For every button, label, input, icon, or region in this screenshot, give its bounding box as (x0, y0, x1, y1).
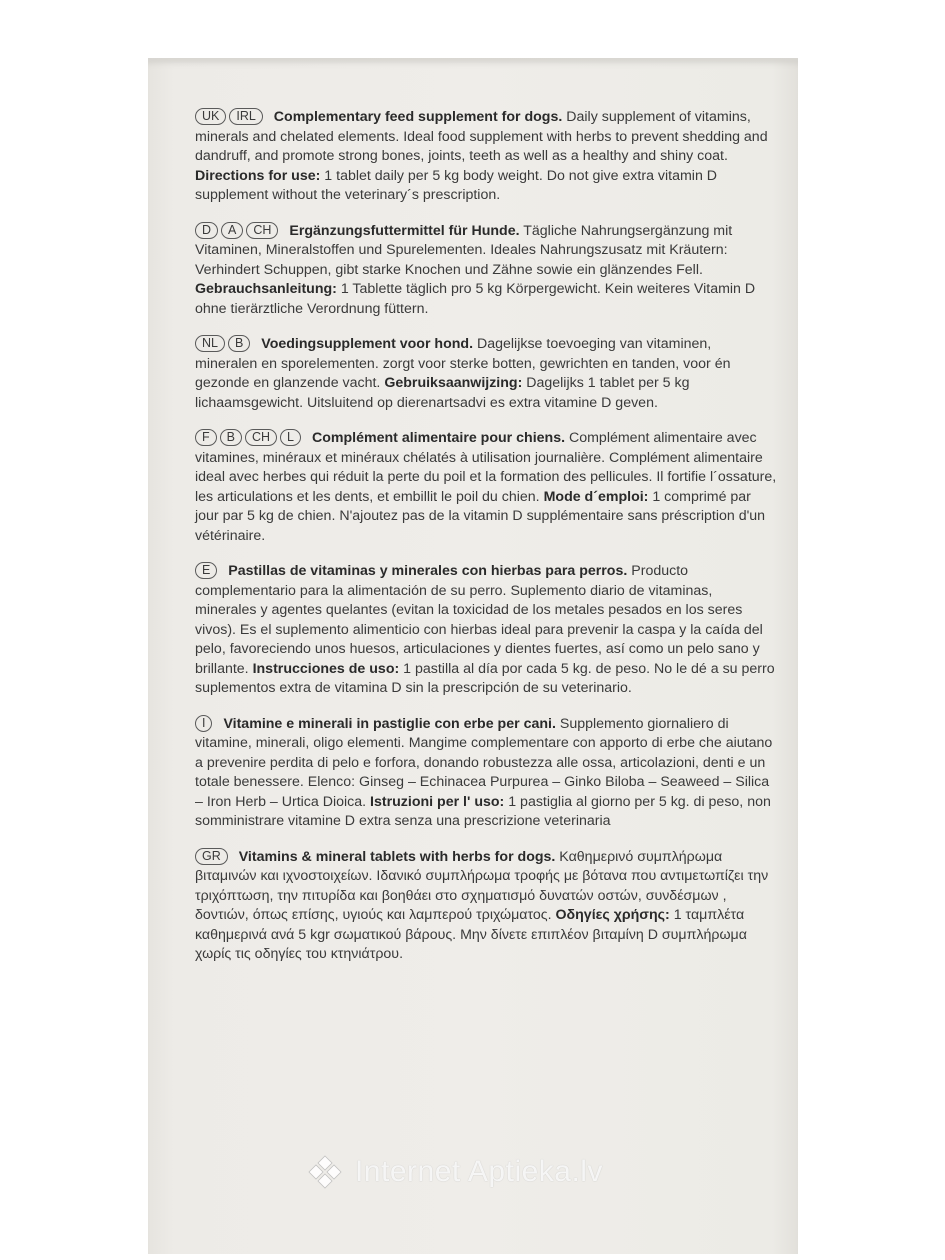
directions-text: 1 tablet daily per 5 kg body weight. Do not give extra vitamin D supplement without the veterinary´s prescription. (195, 167, 718, 203)
watermark-text: Internet Aptieka.lv (355, 1155, 603, 1188)
country-code-badge: I (195, 715, 212, 732)
country-code-badge: L (280, 429, 301, 446)
country-code-badge: UK (195, 108, 226, 125)
directions-label: Directions for use: (195, 167, 321, 184)
directions-text: 1 ταμπλέτα καθημερινά ανά 5 kgr σωματικού βάρους. Μην δίνετε επιπλέον βιταμίνη D συμπλήρωμα χωρίς τις οδηγίες του κτηνιάτρου. (195, 907, 747, 962)
directions-text: 1 Tablette täglich pro 5 kg Körpergewicht. Kein weiteres Vitamin D ohne tierärztliche Verordnung füttern. (195, 281, 756, 317)
country-code-badge: A (221, 222, 243, 239)
directions-label: Mode d´emploi: (543, 488, 649, 505)
directions-label: Instrucciones de uso: (252, 660, 400, 677)
section-title: Vitamine e minerali in pastiglie con erbe per cani. (223, 715, 556, 732)
country-codes (195, 849, 235, 865)
directions-text: 1 pastilla al día por cada 5 kg. de peso. No le dé a su perro suplementos extra de vitamina D sin la prescripción de su veterinario. (195, 660, 775, 696)
section-spanish (195, 562, 777, 699)
section-title: Ergänzungsfuttermittel für Hunde. (289, 222, 520, 239)
section-italian (195, 715, 777, 832)
section-body: Tägliche Nahrungsergänzung mit Vitaminen, Mineralstoffen und Spurelementen. Ideales Nahrungszusatz mit Kräutern: Verhindert Schuppen, gibt starke Knochen und Zähne sowie ein glänzendes Fell. (195, 222, 733, 278)
country-code-badge: CH (246, 222, 278, 239)
section-title: Pastillas de vitaminas y minerales con hierbas para perros. (228, 563, 628, 579)
section-title: Complément alimentaire pour chiens. (311, 430, 566, 446)
directions-label: Gebruiksaanwijzing: (384, 375, 523, 391)
directions-label: Οδηγίες χρήσης: (555, 907, 670, 923)
section-body: Καθημερινό συμπλήρωμα βιταμινών και ιχνοστοιχείων. Ιδανικό συμπλήρωμα τροφής με βότανα που αντιμετωπίζει την τριχόπτωση, την πιτυρίδα και βοηθάει στο σχηματισμό δυνατών οστών, συνδέσμων , δοντιών, όπως επίσης, υγιούς και λαμπερού τριχώματος. (195, 848, 769, 923)
section-body: Dagelijkse toevoeging van vitaminen, mineralen en sporelementen. zorgt voor sterke botten, gewrichten en tanden, voor én gezonde en glanzende vacht. (195, 336, 731, 391)
country-code-badge: F (195, 429, 217, 446)
section-title: Voedingsupplement voor hond. (261, 336, 474, 352)
section-body: Supplemento giornaliero di vitamine, minerali, oligo elementi. Mangime complementare con apporto di erbe che aiutano a prevenire perdita di pelo e forfora, donando robustezza alle ossa, articolazioni, denti e un totale benessere. Elenco: Ginseg – Echinacea Purpurea – Ginko Biloba – Seaweed – Silica – Iron Herb – Urtica Dioica. (195, 715, 773, 810)
country-codes (195, 716, 219, 732)
country-code-badge: CH (245, 429, 277, 446)
label-text-block (195, 108, 777, 981)
section-title: Complementary feed supplement for dogs. (273, 109, 563, 125)
section-french (195, 429, 777, 546)
country-code-badge: GR (195, 848, 228, 865)
directions-label: Gebrauchsanleitung: (195, 281, 337, 297)
section-greek (195, 848, 777, 965)
country-code-badge: B (220, 429, 242, 446)
country-code-badge: B (228, 335, 250, 352)
section-german (195, 222, 777, 320)
directions-text: 1 pastiglia al giorno per 5 kg. di peso, non somministrare vitamine D extra senza una prescrizione veterinaria (195, 793, 771, 829)
country-code-badge: D (195, 222, 218, 239)
directions-label: Istruzioni per l' uso: (370, 793, 505, 810)
section-body: Producto complementario para la alimentación de su perro. Suplemento diario de vitaminas, minerales y agentes quelantes (evitan la toxicidad de los metales pesados en los seres vivos). Es el suplemento alimenticio con hierbas ideal para prevenir la caspa y la caída del pelo, favoreciendo unos huesos, articulaciones y dientes fuertes, así como un pelo sano y brillante. (195, 563, 763, 677)
country-codes (195, 430, 308, 446)
section-english (195, 108, 777, 206)
country-codes (195, 336, 257, 352)
pharmacy-logo-icon (305, 1152, 345, 1192)
section-title: Vitamins & mineral tablets with herbs for dogs. (238, 848, 556, 865)
section-body: Daily supplement of vitamins, minerals and chelated elements. Ideal food supplement with herbs to prevent shedding and dandruff, and promote strong bones, joints, teeth as well as a healthy and shiny coat. (195, 109, 768, 164)
directions-text: Dagelijks 1 tablet per 5 kg lichaamsgewicht. Uitsluitend op dierenartsadvi es extra vitamine D geven. (195, 375, 690, 411)
country-code-badge: IRL (229, 108, 262, 125)
directions-text: 1 comprimé par jour par 5 kg de chien. N'ajoutez pas de la vitamin D supplémentaire sans préscription d'un vétérinaire. (195, 488, 766, 544)
section-body: Complément alimentaire avec vitamines, minéraux et minéraux chélatés à utilisation journalière. Complément alimentaire ideal avec herbes qui réduit la perte du poil et la formation des pellicules. Il fortifie l´ossature, les articulations et les dents, et embillit le poil du chien. (195, 430, 777, 505)
country-codes (195, 109, 270, 125)
country-code-badge: NL (195, 335, 225, 352)
country-code-badge: E (195, 562, 217, 579)
box-top-edge (148, 58, 798, 64)
section-dutch (195, 335, 777, 413)
watermark (305, 1148, 603, 1196)
country-codes (195, 223, 285, 239)
country-codes (195, 563, 224, 579)
